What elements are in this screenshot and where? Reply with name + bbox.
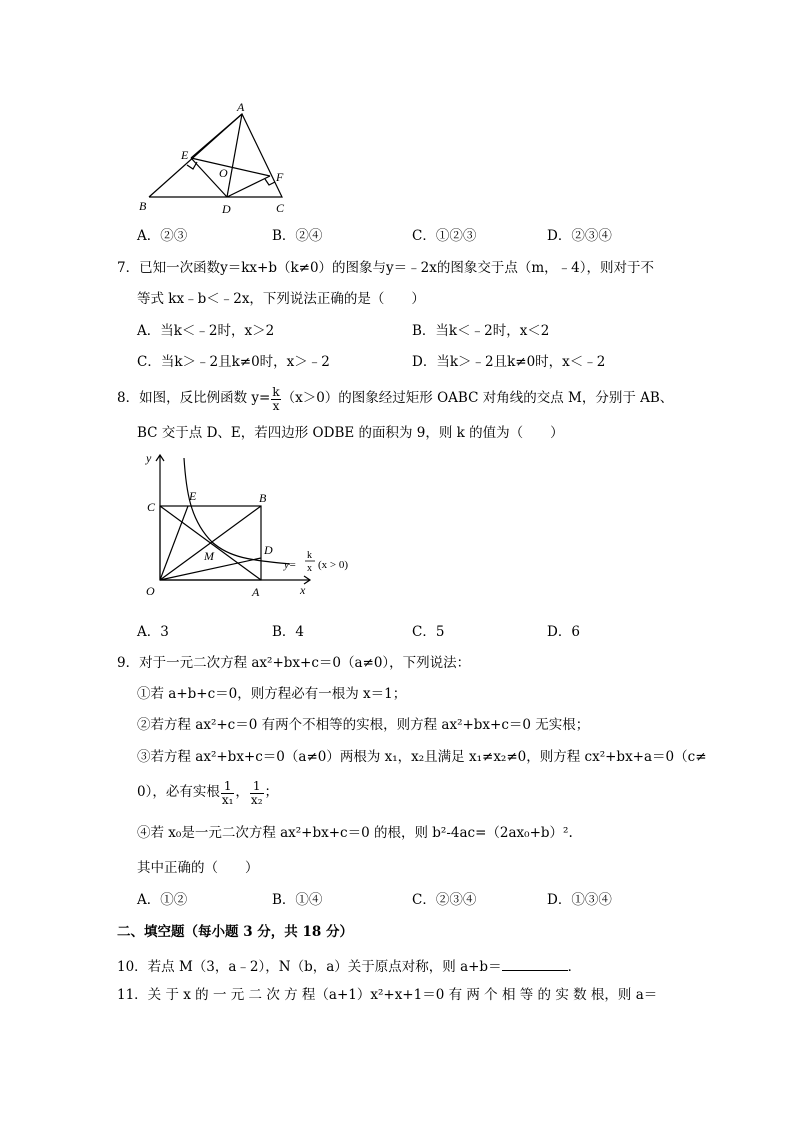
q9-option-b: B．①④: [272, 892, 323, 908]
q9-s3-end: ；: [264, 784, 278, 801]
q10-answer-blank: [502, 958, 568, 971]
q9-s3-fraction-1-num: 1: [221, 780, 235, 794]
q9-option-d: D．①③④: [547, 892, 612, 908]
q9-option-a: A．①②: [137, 892, 188, 908]
fig8-label-y: y: [146, 451, 152, 465]
q6-option-d: D．②③④: [547, 228, 612, 244]
q8-fraction-num: k: [272, 384, 280, 399]
fig8-label-A: A: [252, 585, 260, 599]
q9-statement-3-line2: [137, 773, 278, 813]
q10-line: [117, 958, 581, 975]
section-2-title: 二、填空题（每小题 3 分，共 18 分）: [117, 924, 353, 940]
q9-s3-separator: ，: [235, 784, 249, 801]
fig6-label-F: F: [276, 170, 284, 184]
q6-option-c: C．①②③: [412, 228, 477, 244]
q8-option-a: A．3: [137, 624, 169, 640]
fig6-label-C: C: [276, 201, 285, 215]
fig8-label-x: x: [300, 583, 306, 597]
fig6-label-B: B: [139, 199, 147, 213]
fig8-label-D: D: [264, 543, 273, 557]
fig8-label-M: M: [204, 549, 214, 563]
q8-option-d: D．6: [547, 624, 580, 640]
q8-stem-line1: [117, 386, 673, 412]
q7-stem-line1: 7．已知一次函数y＝kx+b（k≠0）的图象与y＝﹣2x的图象交于点（m，﹣4），则对于不: [117, 260, 655, 276]
q9-conclusion: 其中正确的（ ）: [137, 860, 259, 876]
q8-stem-part-a: 8．如图，反比例函数 y=: [117, 390, 271, 407]
q9-statement-1: ①若 a+b+c＝0，则方程必有一根为 x＝1；: [137, 686, 407, 702]
q9-statement-2: ②若方程 ax²+c＝0 有两个不相等的实根，则方程 ax²+bx+c＝0 无实根；: [137, 717, 590, 733]
q8-stem-part-b: （x＞0）的图象经过矩形 OABC 对角线的交点 M，分别于 AB、: [281, 390, 674, 407]
q8-option-b: B．4: [272, 624, 305, 640]
q6-triangle-figure: [130, 95, 300, 220]
q9-stem: 9．对于一元二次方程 ax²+bx+c＝0（a≠0），下列说法：: [117, 655, 471, 671]
fig8-curve-label-a: y=: [284, 559, 297, 571]
q7-stem-line2: 等式 kx﹣b＜﹣2x，下列说法正确的是（ ）: [137, 291, 425, 307]
q9-statement-3-line1: ③若方程 ax²+bx+c＝0（a≠0）两根为 x₁，x₂且满足 x₁≠x₂≠0，则方程 cx²+bx+a＝0（c≠: [137, 749, 707, 765]
q6-option-b: B．②④: [272, 228, 323, 244]
q11-stem: 11．关 于 x 的 一 元 二 次 方 程（a+1）x²+x+1＝0 有 两 个 相 等 的 实 数 根，则 a＝: [117, 987, 658, 1003]
q9-s3-text: 0），必有实根: [137, 784, 220, 801]
q9-s3-fraction-2: [250, 780, 264, 806]
q6-option-a: A．②③: [137, 228, 188, 244]
q10-stem: 10．若点 M（3，a﹣2），N（b，a）关于原点对称，则 a+b＝: [117, 959, 502, 975]
q7-option-b: B．当k＜﹣2时，x＜2: [412, 323, 550, 339]
q8-rectangle-figure: [140, 450, 370, 600]
fig6-label-A: A: [237, 100, 245, 114]
q9-s3-fraction-1-den: x₁: [221, 792, 234, 807]
q10-end: ．: [567, 959, 582, 975]
q9-option-c: C．②③④: [412, 892, 477, 908]
q8-stem-line2: BC 交于点 D、E，若四边形 ODBE 的面积为 9，则 k 的值为（ ）: [137, 425, 564, 441]
fig8-label-O: O: [146, 584, 155, 598]
q8-option-c: C．5: [412, 624, 445, 640]
q9-statement-4: ④若 x₀是一元二次方程 ax²+bx+c＝0 的根，则 b²-4ac=（2ax₀+b）².: [137, 825, 573, 841]
fig6-label-D: D: [222, 202, 231, 216]
q9-s3-fraction-2-num: 1: [250, 780, 264, 794]
fig8-curve-label-num: k: [307, 550, 312, 561]
fig8-label-C: C: [147, 500, 156, 514]
fig8-label-E: E: [189, 489, 197, 503]
fig6-label-O: O: [219, 166, 228, 180]
fig8-curve-label-den: x: [307, 563, 312, 574]
q9-s3-fraction-1: [221, 780, 235, 806]
q7-option-a: A．当k＜﹣2时，x＞2: [137, 323, 275, 339]
q7-option-c: C．当k＞﹣2且k≠0时，x＞﹣2: [137, 354, 330, 370]
q7-option-d: D．当k＞﹣2且k≠0时，x＜﹣2: [412, 354, 606, 370]
q9-s3-fraction-2-den: x₂: [250, 792, 263, 807]
fig8-label-B: B: [259, 491, 267, 505]
q8-fraction-den: x: [272, 398, 280, 413]
fig8-curve-label-b: (x > 0): [318, 559, 349, 571]
fig6-label-E: E: [181, 148, 189, 162]
q8-fraction: [271, 386, 280, 412]
